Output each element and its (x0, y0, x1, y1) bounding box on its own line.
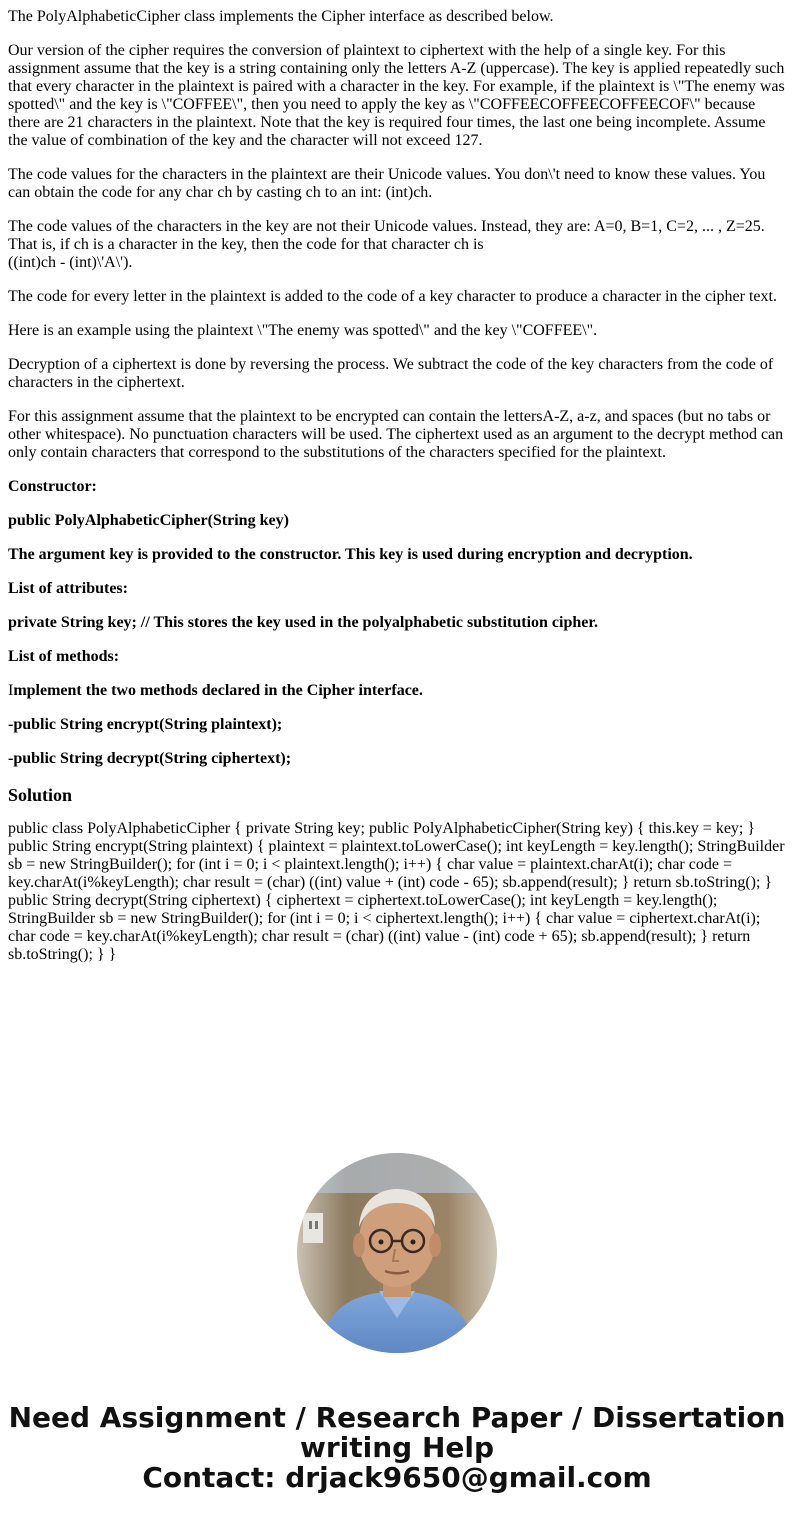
document-body (8, 8, 786, 980)
encryption-rule-paragraph: The code for every letter in the plaintext is added to the code of a key character to produce a character in the cipher text. (8, 288, 777, 305)
constructor-heading: Constructor: (8, 478, 97, 495)
promo-line-1: Need Assignment / Research Paper / Dissertation (8, 1401, 786, 1434)
method-encrypt: -public String encrypt(String plaintext); (8, 716, 283, 733)
solution-heading: Solution (8, 785, 73, 805)
constructor-description: The argument key is provided to the constructor. This key is used during encryption and decryption. (8, 546, 693, 563)
key-code-text: The code values of the characters in the key are not their Unicode values. Instead, they are: A=0, B=1, C=2, ... , Z=25. That is, if ch is a character in the key, then the code for that character ch is (8, 218, 765, 253)
decryption-paragraph: Decryption of a ciphertext is done by reversing the process. We subtract the code of the key characters from the code of characters in the ciphertext. (8, 356, 774, 391)
solution-code: public class PolyAlphabeticCipher { private String key; public PolyAlphabeticCipher(String key) { this.key = key; } public String encrypt(String plaintext) { plaintext = plaintext.toLowerCase(); int keyLength = key.length(); StringBuilder sb = new StringBuilder(); for (int i = 0; i < plaintext.length(); i++) { char value = plaintext.charAt(i); char code = key.charAt(i%keyLength); char result = (char) ((int) value + (int) code - 65); sb.append(result); } return sb.toString(); } public String decrypt(String ciphertext) { ciphertext = ciphertext.toLowerCase(); int keyLength = key.length(); StringBuilder sb = new StringBuilder(); for (int i = 0; i < ciphertext.length(); i++) { char value = ciphertext.charAt(i); char code = key.charAt(i%keyLength); char result = (char) ((int) value - (int) code + 65); sb.append(result); } return sb.toString(); } } (8, 820, 785, 963)
key-code-paragraph (8, 218, 786, 272)
attribute-key: private String key; // This stores the key used in the polyalphabetic substitution cipher. (8, 614, 598, 631)
assumptions-paragraph: For this assignment assume that the plaintext to be encrypted can contain the lettersA-Z, a-z, and spaces (but no tabs or other whitespace). No punctuation characters will be used. The ciphertext used as an argument to the decrypt method can only contain characters that correspond to the substitutions of the characters specified for the plaintext. (8, 408, 784, 461)
methods-intro-initial: I (8, 682, 14, 699)
promo-line-2: writing Help (299, 1431, 495, 1464)
constructor-signature: public PolyAlphabeticCipher(String key) (8, 512, 289, 529)
methods-intro-text: mplement the two methods declared in the Cipher interface. (13, 682, 423, 699)
key-code-formula: ((int)ch - (int)\'A\'). (8, 254, 133, 271)
author-portrait-image (297, 1153, 497, 1353)
methods-intro (8, 682, 786, 700)
intro-paragraph: The PolyAlphabeticCipher class implements the Cipher interface as described below. (8, 8, 554, 25)
example-paragraph: Here is an example using the plaintext \"The enemy was spotted\" and the key \"COFFEE\". (8, 322, 598, 339)
promo-banner (0, 1403, 794, 1493)
promo-contact: Contact: drjack9650@gmail.com (142, 1461, 652, 1494)
plaintext-code-paragraph: The code values for the characters in the plaintext are their Unicode values. You don\'t need to know these values. You can obtain the code for any char ch by casting ch to an int: (int)ch. (8, 166, 766, 201)
attributes-heading: List of attributes: (8, 580, 128, 597)
methods-heading: List of methods: (8, 648, 120, 665)
key-description-paragraph: Our version of the cipher requires the conversion of plaintext to ciphertext with the help of a single key. For this assignment assume that the key is a string containing only the letters A-Z (uppercase). The key is applied repeatedly such that every character in the plaintext is paired with a character in the key. For example, if the plaintext is \"The enemy was spotted\" and the key is \"COFFEE\", then you need to apply the key as \"COFFEECOFFEECOFFEECOF\" because there are 21 characters in the plaintext. Note that the key is required four times, the last one being incomplete. Assume the value of combination of the key and the character will not exceed 127. (8, 42, 785, 149)
author-avatar (297, 1153, 497, 1353)
method-decrypt: -public String decrypt(String ciphertext); (8, 750, 292, 767)
